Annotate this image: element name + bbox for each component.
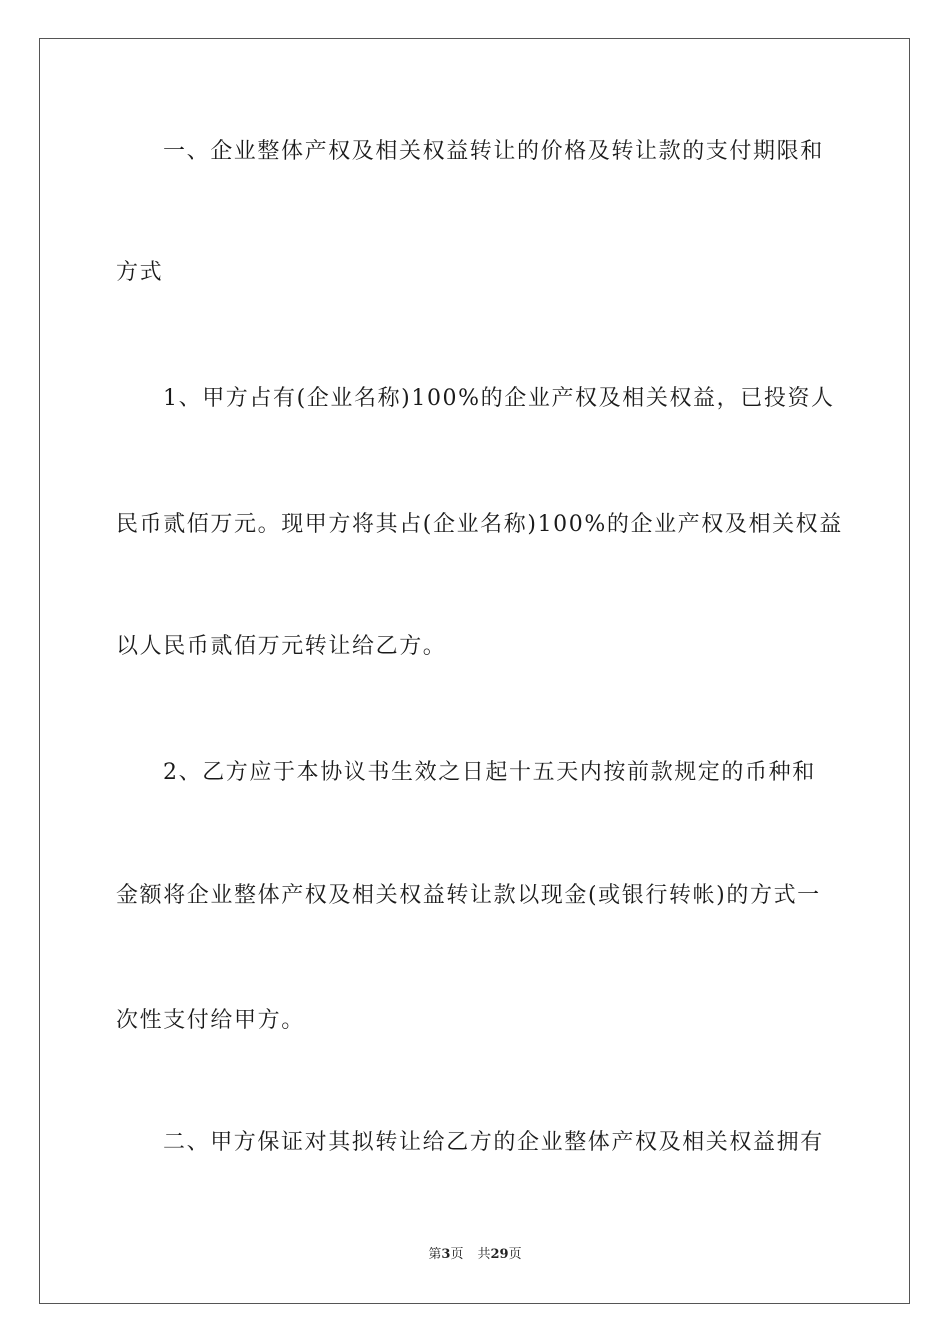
footer-page-prefix: 第	[428, 1247, 442, 1262]
page-border	[39, 38, 910, 1304]
clause-1-line-2: 民币贰佰万元。现甲方将其占(企业名称)100%的企业产权及相关权益	[116, 512, 843, 537]
footer-total-pages: 29	[490, 1247, 509, 1262]
footer-total-prefix: 共	[477, 1247, 491, 1262]
clause-2-line-1: 2、乙方应于本协议书生效之日起十五天内按前款规定的币种和	[163, 760, 816, 785]
section-two-line-1: 二、甲方保证对其拟转让给乙方的企业整体产权及相关权益拥有	[163, 1130, 824, 1155]
page-footer	[0, 1246, 950, 1264]
clause-1-line-3: 以人民币贰佰万元转让给乙方。	[116, 634, 447, 659]
clause-2-line-2: 金额将企业整体产权及相关权益转让款以现金(或银行转帐)的方式一	[116, 883, 821, 908]
clause-2-line-3: 次性支付给甲方。	[116, 1008, 305, 1033]
section-one-heading-line-1: 一、企业整体产权及相关权益转让的价格及转让款的支付期限和	[163, 139, 824, 164]
footer-page-suffix: 页	[450, 1247, 464, 1262]
footer-total-suffix: 页	[508, 1247, 522, 1262]
clause-1-line-1: 1、甲方占有(企业名称)100%的企业产权及相关权益，已投资人	[163, 386, 835, 411]
section-one-heading-line-2: 方式	[116, 260, 164, 285]
footer-page-number: 3	[441, 1247, 451, 1262]
